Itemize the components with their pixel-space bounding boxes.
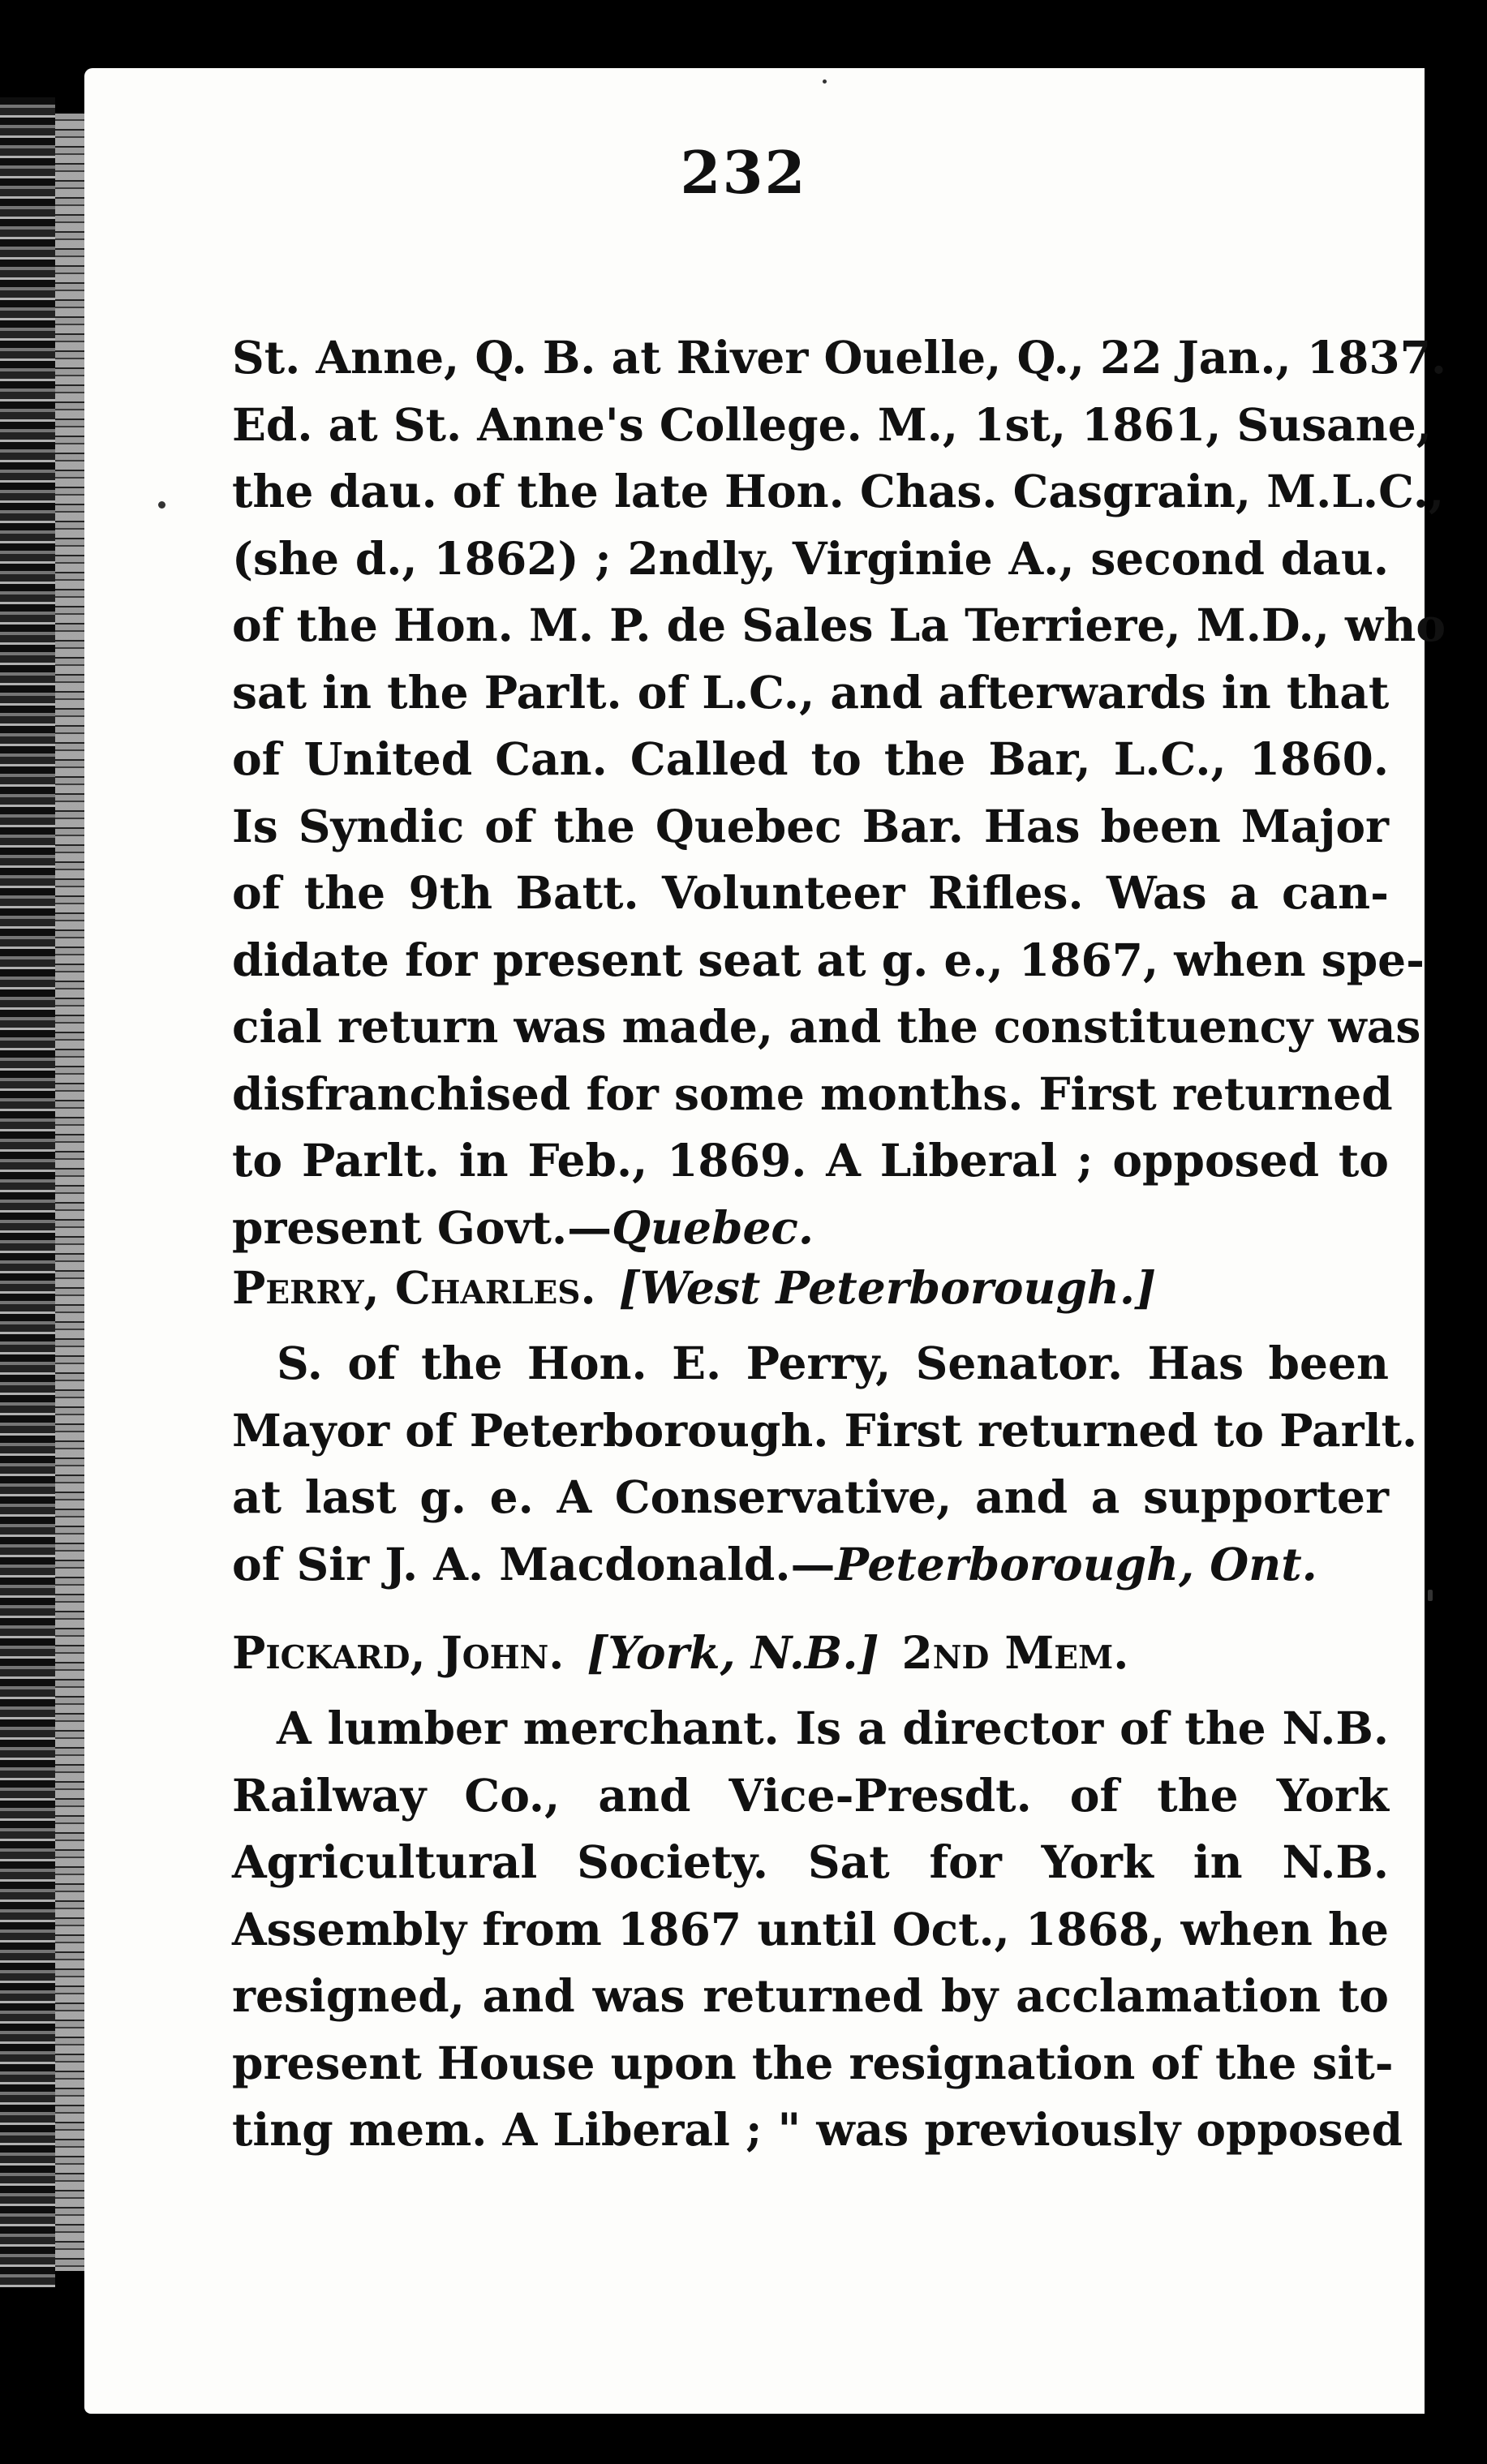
text-fragment: of Sir J. A. Macdonald.— (232, 1537, 836, 1590)
text-line: sat in the Parlt. of L.C., and afterwards in that (232, 665, 1390, 719)
text-line-last (232, 1195, 1389, 1262)
print-speck (158, 501, 165, 509)
text-fragment: present Govt.— (232, 1200, 612, 1254)
page-number: 232 (680, 138, 807, 207)
member-name: Pickard, John. (232, 1626, 565, 1679)
text-line: Ed. at St. Anne's College. M., 1st, 1861, Susane, (232, 397, 1432, 451)
text-line: at last g. e. A Conservative, and a supporter (232, 1470, 1389, 1523)
text-line: cial return was made, and the constituency was (232, 1000, 1421, 1053)
text-line: Assembly from 1867 until Oct., 1868, when he (232, 1902, 1389, 1955)
text-line: of the 9th Batt. Volunteer Rifles. Was a can- (232, 866, 1389, 919)
entry-perry-text (232, 1330, 1418, 1598)
entry-continued-text (232, 324, 1447, 1261)
text-line: disfranchised for some months. First returned (232, 1067, 1393, 1120)
text-line: ting mem. A Liberal ; " was previously opposed (232, 2103, 1403, 2156)
entry-pickard-text (232, 1695, 1403, 2164)
text-line: resigned, and was returned by acclamation to (232, 1969, 1389, 2022)
text-line: the dau. of the late Hon. Chas. Casgrain, M.L.C., (232, 465, 1445, 517)
text-line: didate for present seat at g. e., 1867, when spe- (232, 933, 1425, 986)
place-name: Peterborough, Ont. (835, 1537, 1317, 1590)
text-line: (she d., 1862) ; 2ndly, Virginie A., second dau. (232, 531, 1389, 585)
text-line: present House upon the resignation of the sit- (232, 2036, 1394, 2089)
book-binding-edge (0, 97, 55, 2287)
text-line: S. of the Hon. E. Perry, Senator. Has been (277, 1337, 1389, 1389)
constituency: [West Peterborough.] (618, 1261, 1157, 1314)
book-binding-shadow (55, 114, 84, 2271)
member-name: Perry, Charles. (232, 1261, 596, 1314)
text-line: St. Anne, Q. B. at River Ouelle, Q., 22 Jan., 1837. (232, 331, 1447, 384)
entry-heading-perry (232, 1261, 1389, 1314)
text-line: Is Syndic of the Quebec Bar. Has been Major (232, 799, 1389, 852)
entry-heading-pickard (232, 1626, 1389, 1679)
text-line: of United Can. Called to the Bar, L.C., 1860. (232, 732, 1389, 785)
print-speck (1428, 1590, 1433, 1601)
text-line: of the Hon. M. P. de Sales La Terriere, M.D., who (232, 599, 1446, 651)
text-line: A lumber merchant. Is a director of the N.B. (277, 1702, 1389, 1754)
member-note: 2nd Mem. (901, 1626, 1129, 1679)
print-speck (823, 79, 827, 84)
place-name: Quebec. (612, 1200, 814, 1254)
text-line: to Parlt. in Feb., 1869. A Liberal ; opposed to (232, 1134, 1389, 1187)
constituency: [York, N.B.] (587, 1626, 879, 1679)
text-line: Railway Co., and Vice-Presdt. of the York (232, 1768, 1389, 1822)
text-line: Mayor of Peterborough. First returned to Parlt. (232, 1403, 1418, 1457)
text-line-last (232, 1531, 1389, 1599)
text-line: Agricultural Society. Sat for York in N.B. (232, 1835, 1389, 1888)
